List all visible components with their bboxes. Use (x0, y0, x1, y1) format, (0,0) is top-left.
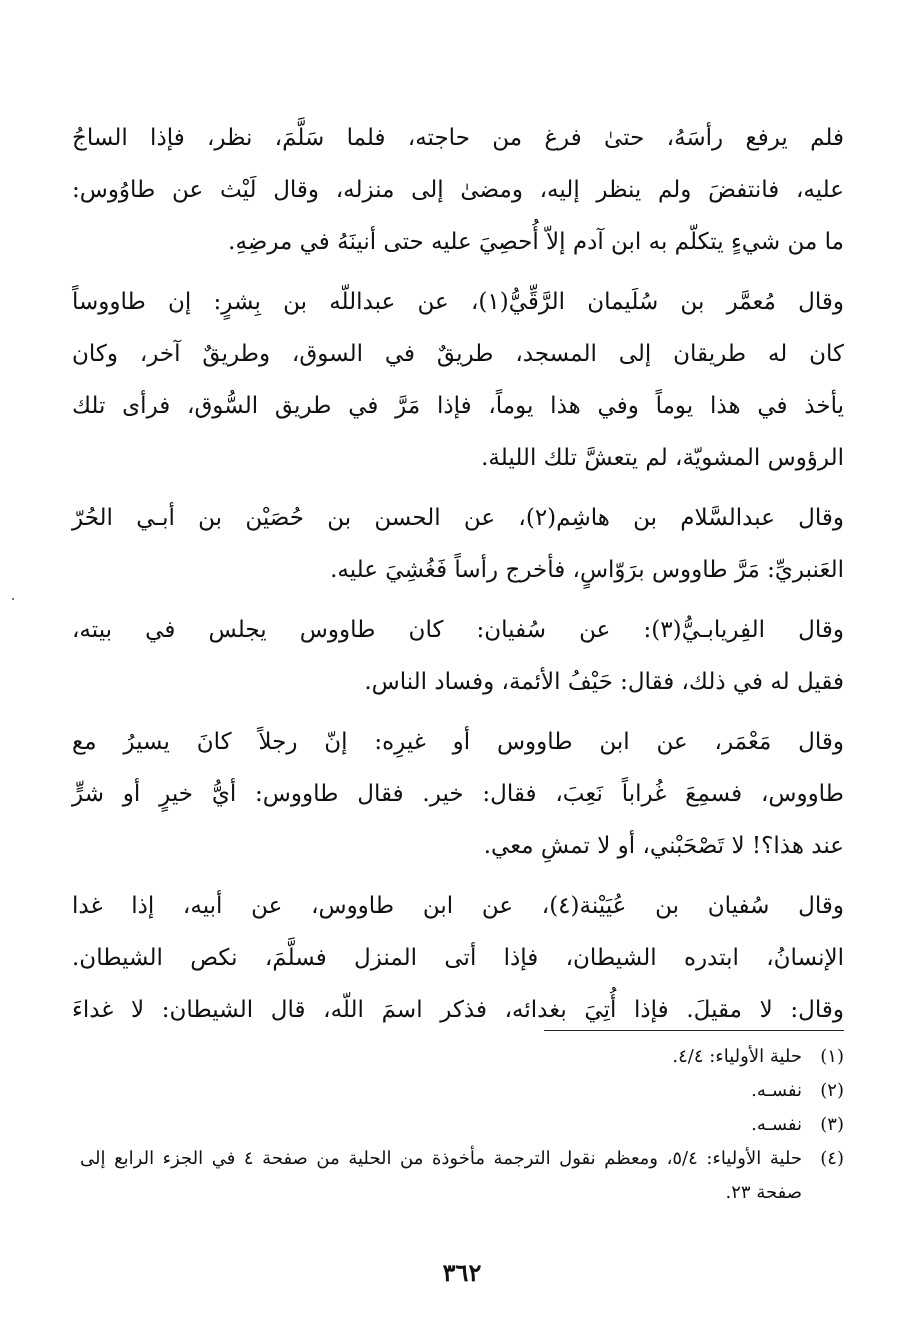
paragraph-1 (72, 112, 844, 268)
text-line: عند هذا؟! لا تَصْحَبْني، أو لا تمشِ معي. (483, 833, 844, 859)
paragraph-2 (72, 276, 844, 484)
footnote-text: نفسـه. (751, 1080, 802, 1101)
scan-mark (12, 598, 14, 600)
text-line: الرؤوس المشويّة، لم يتعشَّ تلك الليلة. (481, 445, 844, 471)
text-line: يأخذ في هذا يوماً وفي هذا يوماً، فإذا مَرَّ في طريق السُّوق، فرأى تلك (72, 393, 844, 419)
footnote-separator (544, 1030, 844, 1031)
footnote-number: (٢) (820, 1080, 844, 1101)
text-line: ما من شيءٍ يتكلّم به ابن آدم إلاّ أُحصِيَ عليه حتى أنينَهُ في مرضِهِ. (228, 229, 844, 255)
paragraph-3 (72, 492, 844, 596)
page-number: ٣٦٢ (442, 1258, 482, 1287)
footnote-number: (١) (820, 1046, 844, 1067)
text-line: وقال عبدالسَّلام بن هاشِم(٢)، عن الحسن بن حُصَيْن بن أبـي الحُرّ (72, 505, 844, 531)
footnote-4 (80, 1142, 844, 1210)
paragraph-6 (72, 880, 844, 1036)
footnote-2 (80, 1074, 844, 1108)
text-line: وقال مُعمَّر بن سُلَيمان الرَّقِّيُّ(١)، عن عبداللّه بن بِشرٍ: إن طاووساً (72, 289, 845, 315)
text-line: وقال الفِريابـيُّ(٣): عن سُفيان: كان طاووس يجلس في بيته، (72, 617, 844, 643)
text-line: فقيل له في ذلك، فقال: حَيْفُ الأئمة، وفساد الناس. (364, 669, 844, 695)
text-line: فلم يرفع رأسَهُ، حتىٰ فرغ من حاجته، فلما سَلَّمَ، نظر، فإذا الساجُ (72, 125, 844, 151)
paragraph-5 (72, 716, 844, 872)
text-line: وقال مَعْمَر، عن ابن طاووس أو غيرِه: إنّ رجلاً كانَ يسيرُ مع (72, 729, 844, 755)
footnote-text: نفسـه. (751, 1114, 802, 1135)
footnotes (80, 1040, 844, 1210)
footnote-number: (٤) (820, 1148, 844, 1169)
text-line: العَنبريِّ: مَرَّ طاووس برَوّاسٍ، فأخرج رأساً فَغُشِيَ عليه. (330, 557, 844, 583)
footnote-3 (80, 1108, 844, 1142)
text-line: كان له طريقان إلى المسجد، طريقٌ في السوق، وطريقٌ آخر، وكان (72, 341, 844, 367)
paragraph-4 (72, 604, 844, 708)
footnote-text: حلية الأولياء: ٥/٤، ومعظم نقول الترجمة مأخوذة من الحلية من صفحة ٤ في الجزء الرابع إلى صفحة ٢٣. (80, 1148, 802, 1203)
text-line: طاووس، فسمِعَ غُراباً نَعِبَ، فقال: خير. فقال طاووس: أيُّ خيرٍ أو شرٍّ (72, 781, 844, 807)
text-line: وقال سُفيان بن عُيَيْنة(٤)، عن ابن طاووس، عن أبيه، إذا غدا (72, 893, 844, 919)
text-line: الإنسانُ، ابتدره الشيطان، فإذا أتى المنزل فسلَّمَ، نكص الشيطان. (72, 945, 844, 971)
text-line: وقال: لا مقيلَ. فإذا أُتِيَ بغدائه، فذكر اسمَ اللّه، قال الشيطان: لا غداءَ (72, 997, 844, 1023)
text-line: عليه، فانتفضَ ولم ينظر إليه، ومضىٰ إلى منزله، وقال لَيْث عن طاوُوس: (72, 177, 844, 203)
footnote-text: حلية الأولياء: ٤/٤. (672, 1046, 802, 1067)
footnote-number: (٣) (820, 1114, 844, 1135)
footnote-1 (80, 1040, 844, 1074)
main-text (72, 112, 844, 1036)
